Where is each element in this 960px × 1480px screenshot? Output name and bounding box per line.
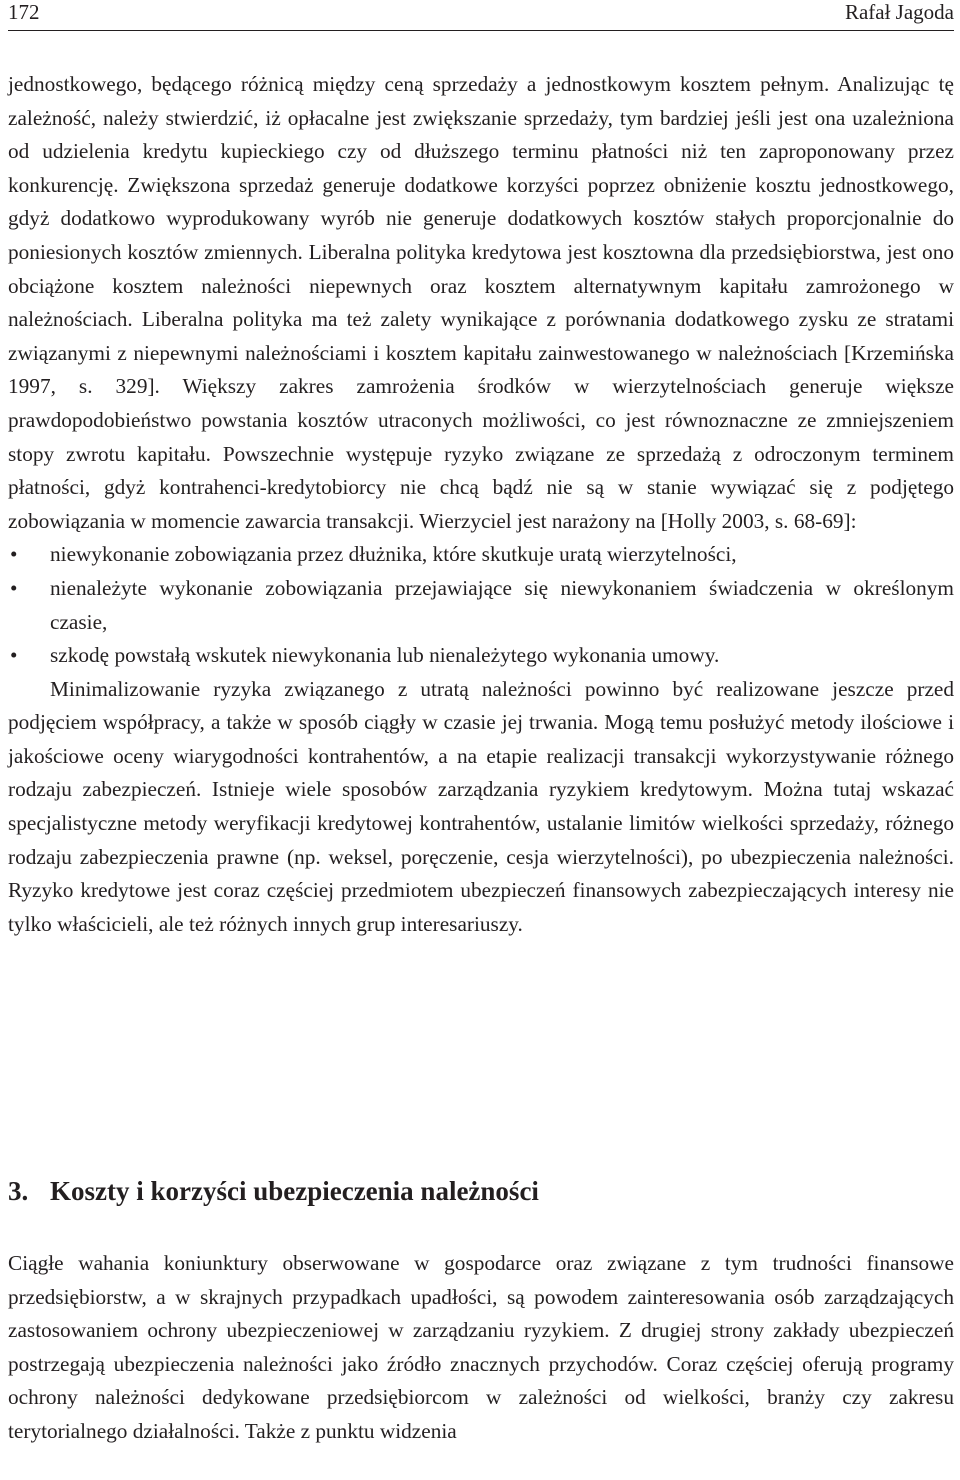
- bullet-marker: •: [10, 575, 18, 600]
- paragraph: Ciągłe wahania koniunktury obserwowane w gospodarce oraz związane z tym trudności finansowe przedsiębiorstw, a w skrajnych przypadkach upadłości, są powodem zainteresowania osób zarządzających zastosowaniem ochrony ubezpieczeniowej w zarządzaniu ryzykiem. Z drugiej strony zakłady ubezpieczeń postrzegają ubezpieczenia należności jako źródło znacznych przychodów. Coraz częściej oferują programy ochrony należności dedykowane przedsiębiorcom w zależności od wielkości, branży czy zakresu terytorialnego działalności. Także z punktu widzenia: [8, 1251, 954, 1443]
- list-item: [8, 639, 954, 673]
- list-item: [8, 572, 954, 639]
- list-item-text: nienależyte wykonanie zobowiązania przejawiające się niewykonaniem świadczenia w określonym czasie,: [50, 575, 954, 634]
- bullet-marker: •: [10, 542, 18, 567]
- paragraph: Minimalizowanie ryzyka związanego z utratą należności powinno być realizowane jeszcze przed podjęciem współpracy, a także w sposób ciągły w czasie jej trwania. Mogą temu posłużyć metody ilościowe i jakościowe oceny wiarygodności kontrahentów, a na etapie realizacji transakcji wykorzystywanie różnego rodzaju zabezpieczeń. Istnieje wiele sposobów zarządzania ryzykiem kredytowym. Można tutaj wskazać specjalistyczne metody weryfikacji kredytowej kontrahentów, ustalanie limitów wielkości sprzedaży, różnego rodzaju zabezpieczenia prawne (np. weksel, poręczenie, cesja wierzytelności), po ubezpieczenia należności. Ryzyko kredytowe jest coraz częściej przedmiotem ubezpieczeń finansowych zabezpieczających interesy nie tylko właścicieli, ale też różnych innych grup interesariuszy.: [8, 676, 954, 936]
- main-text: [8, 68, 954, 941]
- section-number: 3.: [8, 1176, 29, 1206]
- running-header: [8, 0, 954, 31]
- running-author: Rafał Jagoda: [844, 0, 954, 24]
- page-number: 172: [8, 0, 40, 24]
- list-item-text: szkodę powstałą wskutek niewykonania lub nienależytego wykonania umowy.: [50, 643, 720, 668]
- paragraph: jednostkowego, będącego różnicą między ceną sprzedaży a jednostkowym kosztem pełnym. Analizując tę zależność, należy stwierdzić, iż opłacalne jest zwiększanie sprzedaży, tym bardziej jeśli jest ona uzależniona od udzielenia kredytu kupieckiego czy od dłuższego terminu płatności niż ten zaproponowany przez konkurencję. Zwiększona sprzedaż generuje dodatkowe korzyści poprzez obniżenie kosztu jednostkowego, gdyż dodatkowo wyprodukowany wyrób nie generuje dodatkowych kosztów stałych proporcjonalnie do poniesionych kosztów zmiennych. Liberalna polityka kredytowa jest kosztowna dla przedsiębiorstwa, jest ono obciążone kosztem należności niepewnych oraz kosztem alternatywnym kapitału zamrożonego w należnościach. Liberalna polityka ma też zalety wynikające z porównania dodatkowego zysku ze stratami związanymi z niepewnymi należnościami i kosztem kapitału zainwestowanego w należnościach [Krzemińska 1997, s. 329]. Większy zakres zamrożenia środków w wierzytelnościach generuje większe prawdopodobieństwo powstania kosztów utraconych możliwości, co jest równoznaczne ze zmniejszeniem stopy zwrotu kapitału. Powszechnie występuje ryzyko związane ze sprzedażą z odroczonym terminem płatności, gdyż kontrahenci-kredytobiorcy nie chcą bądź nie są w stanie wywiązać się z podjętego zobowiązania w momencie zawarcia transakcji. Wierzyciel jest narażony na [Holly 2003, s. 68-69]:: [8, 72, 954, 533]
- list-item-text: niewykonanie zobowiązania przez dłużnika, które skutkuje uratą wierzytelności,: [50, 542, 737, 567]
- section-title: Koszty i korzyści ubezpieczenia należności: [50, 1176, 539, 1206]
- section-text: [8, 1247, 954, 1449]
- list-item: [8, 538, 954, 572]
- bullet-marker: •: [10, 643, 18, 668]
- bullet-list: [8, 538, 954, 672]
- section-heading: [8, 1176, 539, 1207]
